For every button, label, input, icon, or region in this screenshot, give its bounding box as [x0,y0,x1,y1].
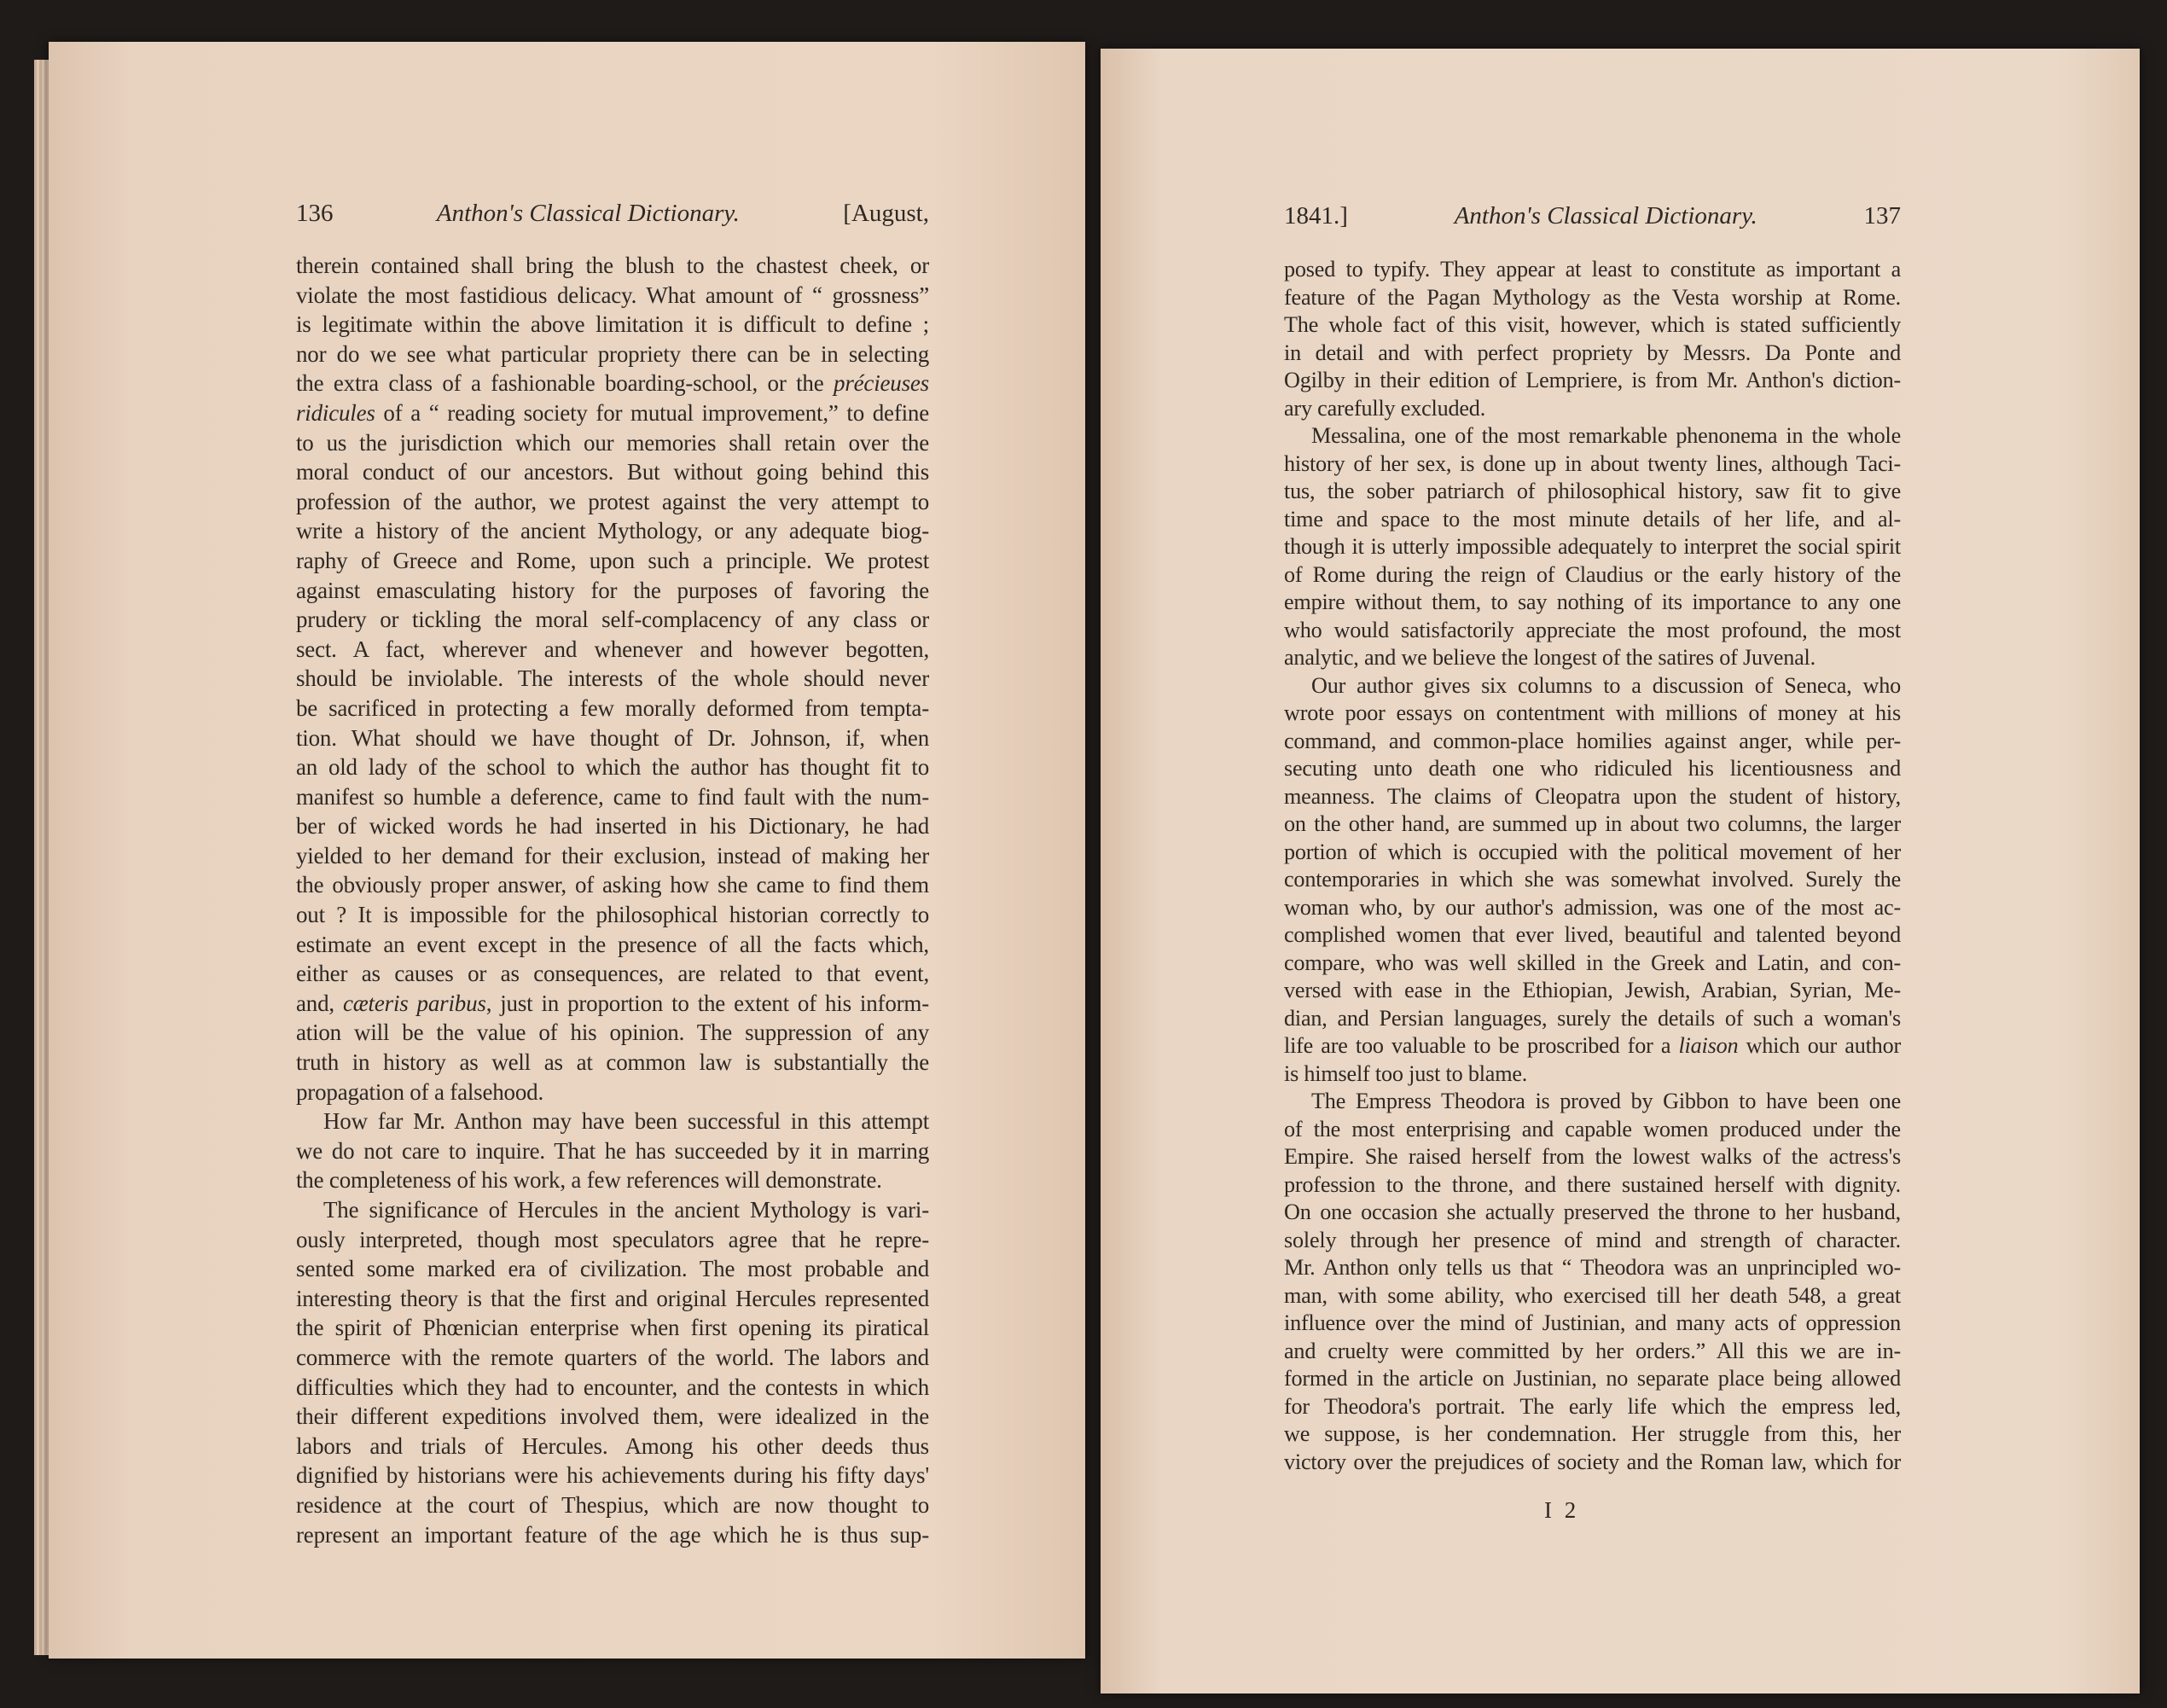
text-line: man, with some ability, who exercised till her death 548, a great [1284,1282,1901,1308]
text-line: on the other hand, are summed up in about two columns, the larger [1284,811,1901,836]
text-line: yielded to her demand for their exclusion, instead of making her [296,842,929,869]
text-line: commerce with the remote quarters of the world. The labors and [296,1344,929,1370]
text-line: should be inviolable. The interests of the whole should never [296,665,929,692]
text-line: versed with ease in the Ethiopian, Jewish, Arabian, Syrian, Me- [1284,978,1901,1002]
text-line: time and space to the most minute details of her life, and al- [1284,506,1901,532]
text-line: secuting unto death one who ridiculed his licentiousness and [1284,756,1901,781]
text-line: truth in history as well as at common law is substantially the [296,1049,929,1076]
text-line: dian, and Persian languages, surely the details of such a woman's [1284,1005,1901,1031]
text-line: the obviously proper answer, of asking how she came to find them [296,872,929,898]
text-line: Empire. She raised herself from the lowest walks of the actress's [1284,1144,1901,1169]
text-line [296,398,929,428]
text-segment: which our author [1738,1033,1901,1058]
text-line: ber of wicked words he had inserted in his Dictionary, he had [296,813,929,839]
text-segment: of a “ reading society for mutual improvement,” to define [375,399,929,426]
running-date: 1841.] [1284,202,1348,229]
text-line: the spirit of Phœnician enterprise when first opening its piratical [296,1315,929,1341]
text-line: the completeness of his work, a few references will demonstrate. [296,1167,882,1194]
text-line: nor do we see what particular propriety there can be in selecting [296,340,929,367]
text-line: represent an important feature of the age which he is thus sup- [296,1521,929,1548]
text-line: sented some marked era of civilization. The most probable and [296,1256,929,1282]
text-line: profession to the throne, and there sustained herself with dignity. [1284,1171,1901,1197]
text-line [296,989,929,1019]
text-line: The whole fact of this visit, however, which is stated sufficiently [1284,312,1901,337]
text-segment: , just in proportion to the extent of his inform- [485,990,929,1016]
text-line: we do not care to inquire. That he has succeeded by it in marring [296,1137,929,1164]
text-line: Messalina, one of the most remarkable phenonema in the whole [1311,423,1901,448]
text-line: estimate an event except in the presence of all the facts which, [296,931,929,957]
italic-text: ridicules [296,399,375,426]
text-line [1284,1032,1901,1060]
signature-mark: I 2 [1544,1497,1580,1523]
text-line: violate the most fastidious delicacy. What amount of “ grossness” [296,282,929,308]
left-running-header [296,200,929,228]
text-line: On one occasion she actually preserved the throne to her husband, [1284,1200,1901,1224]
text-line: to us the jurisdiction which our memories shall retain over the [296,429,929,456]
text-line: is himself too just to blame. [1284,1060,1528,1086]
text-line: moral conduct of our ancestors. But without going behind this [296,459,929,485]
text-line: complished women that ever lived, beautiful and talented beyond [1284,922,1901,947]
italic-text: cæteris paribus [342,990,486,1016]
text-line: either as causes or as consequences, are related to that event, [296,961,929,987]
text-line: be sacrificed in protecting a few morally deformed from tempta- [296,694,929,721]
text-line: Our author gives six columns to a discussion of Seneca, who [1311,672,1901,698]
text-line: posed to typify. They appear at least to constitute as important a [1284,257,1901,282]
text-line: How far Mr. Anthon may have been successful in this attempt [323,1108,929,1135]
left-page [49,42,1085,1659]
text-line: profession of the author, we protest against the very attempt to [296,488,929,514]
text-segment: life are too valuable to be proscribed for a [1284,1033,1679,1058]
text-line: portion of which is occupied with the political movement of her [1284,839,1901,864]
text-line: dignified by historians were his achievements during his fifty days' [296,1462,929,1489]
italic-text: liaison [1678,1033,1739,1058]
italic-text: précieuses [834,370,929,397]
text-line: command, and common-place homilies against anger, while per- [1284,728,1901,753]
text-line: difficulties which they had to encounter, and the contests in which [296,1374,929,1400]
page-number: 137 [1863,202,1901,229]
text-line: prudery or tickling the moral self-complacency of any class or [296,607,929,633]
text-line: an old lady of the school to which the author has thought fit to [296,754,929,781]
text-segment: and, [296,990,343,1016]
text-line: ously interpreted, though most speculators agree that he repre- [296,1226,929,1252]
text-line: solely through her presence of mind and strength of character. [1284,1227,1901,1252]
text-line: compare, who was well skilled in the Greek and Latin, and con- [1284,950,1901,975]
text-line [296,369,929,398]
text-line: of the most enterprising and capable women produced under the [1284,1116,1901,1142]
text-line: of Rome during the reign of Claudius or the early history of the [1284,561,1901,587]
text-line: victory over the prejudices of society and the Roman law, which for [1284,1449,1901,1474]
text-segment: the extra class of a fashionable boarding-school, or the [296,370,834,397]
text-line: labors and trials of Hercules. Among his other deeds thus [296,1432,929,1459]
text-line: Mr. Anthon only tells us that “ Theodora was an unprincipled wo- [1284,1255,1901,1280]
running-title: Anthon's Classical Dictionary. [1454,202,1757,229]
text-line: The Empress Theodora is proved by Gibbon to have been one [1311,1089,1901,1113]
text-line: write a history of the ancient Mythology, or any adequate biog- [296,518,929,544]
text-line: and cruelty were committed by her orders.” All this we are in- [1284,1338,1901,1363]
page-number: 136 [296,200,334,227]
text-line: feature of the Pagan Mythology as the Vesta worship at Rome. [1284,284,1901,310]
text-line: empire without them, to say nothing of its importance to any one [1284,590,1901,614]
text-line: is legitimate within the above limitation it is difficult to define ; [296,311,929,338]
right-running-header [1284,202,1901,230]
left-page-text [296,251,929,1549]
text-line: analytic, and we believe the longest of the satires of Juvenal. [1284,645,1816,670]
text-line: against emasculating history for the purposes of favoring the [296,577,929,603]
running-title: Anthon's Classical Dictionary. [436,200,740,227]
text-line: wrote poor essays on contentment with millions of money at his [1284,700,1901,725]
text-line: for Theodora's portrait. The early life which the empress led, [1284,1393,1901,1419]
text-line: formed in the article on Justinian, no separate place being allowed [1284,1366,1901,1391]
text-line: tion. What should we have thought of Dr. Johnson, if, when [296,724,929,751]
text-line: interesting theory is that the first and original Hercules represented [296,1285,929,1311]
text-line: history of her sex, is done up in about twenty lines, although Taci- [1284,450,1901,476]
text-line: out ? It is impossible for the philosophical historian correctly to [296,902,929,928]
text-line: their different expeditions involved them, were idealized in the [296,1403,929,1430]
text-line: manifest so humble a deference, came to find fault with the num- [296,783,929,810]
text-line: ary carefully excluded. [1284,395,1486,421]
text-line: raphy of Greece and Rome, upon such a principle. We protest [296,547,929,573]
text-line: influence over the mind of Justinian, and many acts of oppression [1284,1310,1901,1335]
text-line: sect. A fact, wherever and whenever and however begotten, [296,636,929,662]
text-line: residence at the court of Thespius, which are now thought to [296,1491,929,1518]
text-line: in detail and with perfect propriety by Messrs. Da Ponte and [1284,340,1901,365]
right-page-text [1284,256,1901,1476]
right-page [1101,49,2140,1693]
text-line: tus, the sober patriarch of philosophical history, saw fit to give [1284,479,1901,503]
text-line: contemporaries in which she was somewhat involved. Surely the [1284,867,1901,892]
text-line: though it is utterly impossible adequately to interpret the social spirit [1284,534,1901,559]
text-line: who would satisfactorily appreciate the most profound, the most [1284,617,1901,642]
text-line: propagation of a falsehood. [296,1078,544,1105]
running-date: [August, [843,200,929,227]
text-line: meanness. The claims of Cleopatra upon the student of history, [1284,783,1901,809]
text-line: The significance of Hercules in the ancient Mythology is vari- [323,1197,929,1223]
text-line: Ogilby in their edition of Lempriere, is from Mr. Anthon's diction- [1284,368,1901,392]
text-line: therein contained shall bring the blush to the chastest cheek, or [296,253,929,278]
text-line: ation will be the value of his opinion. The suppression of any [296,1020,929,1046]
text-line: woman who, by our author's admission, was one of the most ac- [1284,894,1901,920]
text-line: we suppose, is her condemnation. Her struggle from this, her [1284,1421,1901,1446]
